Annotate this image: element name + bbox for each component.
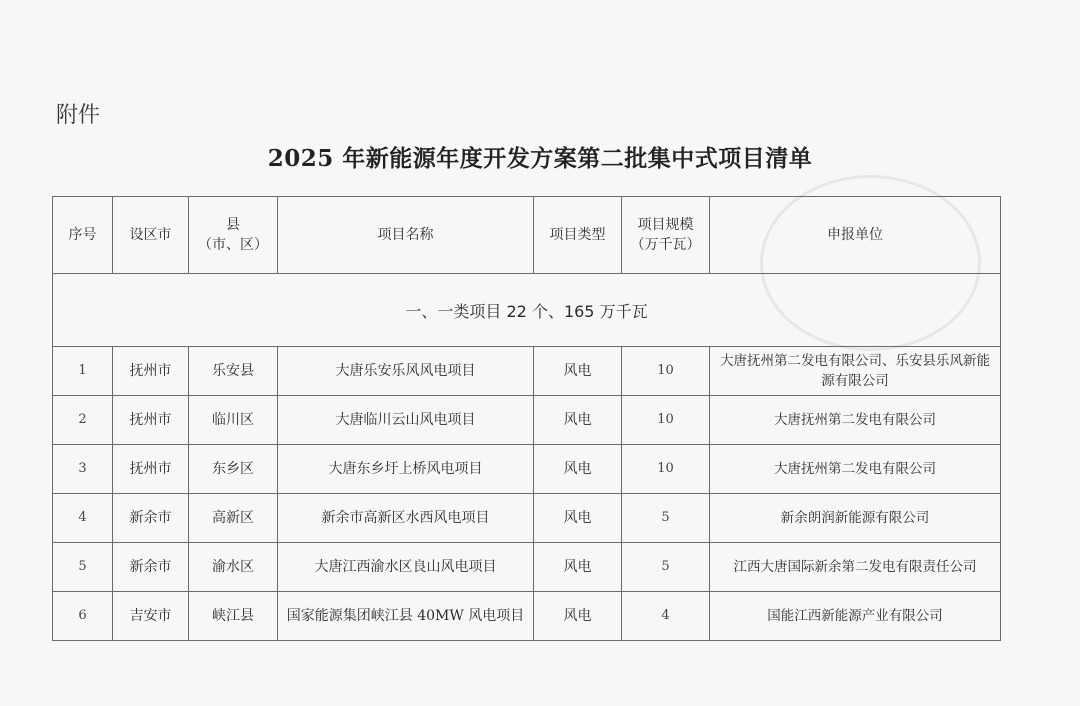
cell-reporting-unit: 江西大唐国际新余第二发电有限责任公司 xyxy=(710,543,1001,592)
cell-project-scale: 10 xyxy=(622,347,710,396)
table-row xyxy=(53,592,1001,641)
header-county-line2: （市、区） xyxy=(198,237,268,253)
header-county-line1: 县 xyxy=(226,217,240,233)
cell-project-name: 大唐乐安乐风风电项目 xyxy=(278,347,534,396)
table-row xyxy=(53,494,1001,543)
table-row xyxy=(53,396,1001,445)
cell-project-scale: 10 xyxy=(622,396,710,445)
section-title: 一、一类项目 22 个、165 万千瓦 xyxy=(53,274,1001,347)
header-project-scale xyxy=(622,197,710,274)
header-city: 设区市 xyxy=(113,197,189,274)
cell-seq: 3 xyxy=(53,445,113,494)
cell-city: 吉安市 xyxy=(113,592,189,641)
cell-county: 临川区 xyxy=(189,396,278,445)
cell-seq: 4 xyxy=(53,494,113,543)
table-row xyxy=(53,445,1001,494)
cell-county: 东乡区 xyxy=(189,445,278,494)
header-reporting-unit: 申报单位 xyxy=(710,197,1001,274)
cell-city: 新余市 xyxy=(113,543,189,592)
cell-project-name: 大唐江西渝水区良山风电项目 xyxy=(278,543,534,592)
header-scale-line1: 项目规模 xyxy=(637,217,694,233)
cell-project-type: 风电 xyxy=(534,592,622,641)
cell-project-type: 风电 xyxy=(534,543,622,592)
cell-project-type: 风电 xyxy=(534,347,622,396)
cell-city: 抚州市 xyxy=(113,396,189,445)
cell-county: 高新区 xyxy=(189,494,278,543)
cell-county: 峡江县 xyxy=(189,592,278,641)
cell-seq: 1 xyxy=(53,347,113,396)
cell-seq: 6 xyxy=(53,592,113,641)
cell-project-scale: 10 xyxy=(622,445,710,494)
header-project-type: 项目类型 xyxy=(534,197,622,274)
header-scale-line2: （万千瓦） xyxy=(630,237,701,253)
document-title: 2025 年新能源年度开发方案第二批集中式项目清单 xyxy=(267,145,813,172)
cell-project-type: 风电 xyxy=(534,445,622,494)
table-header-row xyxy=(53,197,1001,274)
table-row xyxy=(53,543,1001,592)
cell-reporting-unit: 大唐抚州第二发电有限公司 xyxy=(710,445,1001,494)
cell-project-name: 大唐临川云山风电项目 xyxy=(278,396,534,445)
header-seq: 序号 xyxy=(53,197,113,274)
header-project-name: 项目名称 xyxy=(278,197,534,274)
table-row xyxy=(53,347,1001,396)
cell-project-name: 新余市高新区水西风电项目 xyxy=(278,494,534,543)
cell-project-name: 国家能源集团峡江县 40MW 风电项目 xyxy=(278,592,534,641)
cell-project-scale: 4 xyxy=(622,592,710,641)
cell-city: 抚州市 xyxy=(113,347,189,396)
header-county xyxy=(189,197,278,274)
cell-project-type: 风电 xyxy=(534,396,622,445)
cell-reporting-unit: 大唐抚州第二发电有限公司、乐安县乐风新能源有限公司 xyxy=(710,347,1001,396)
cell-seq: 2 xyxy=(53,396,113,445)
project-table xyxy=(52,196,1001,641)
cell-city: 新余市 xyxy=(113,494,189,543)
cell-project-scale: 5 xyxy=(622,494,710,543)
cell-reporting-unit: 大唐抚州第二发电有限公司 xyxy=(710,396,1001,445)
section-row xyxy=(53,274,1001,347)
attachment-label: 附件 xyxy=(56,103,101,128)
cell-project-name: 大唐东乡圩上桥风电项目 xyxy=(278,445,534,494)
cell-reporting-unit: 新余朗润新能源有限公司 xyxy=(710,494,1001,543)
cell-city: 抚州市 xyxy=(113,445,189,494)
cell-project-scale: 5 xyxy=(622,543,710,592)
cell-seq: 5 xyxy=(53,543,113,592)
cell-project-type: 风电 xyxy=(534,494,622,543)
cell-reporting-unit: 国能江西新能源产业有限公司 xyxy=(710,592,1001,641)
cell-county: 渝水区 xyxy=(189,543,278,592)
cell-county: 乐安县 xyxy=(189,347,278,396)
